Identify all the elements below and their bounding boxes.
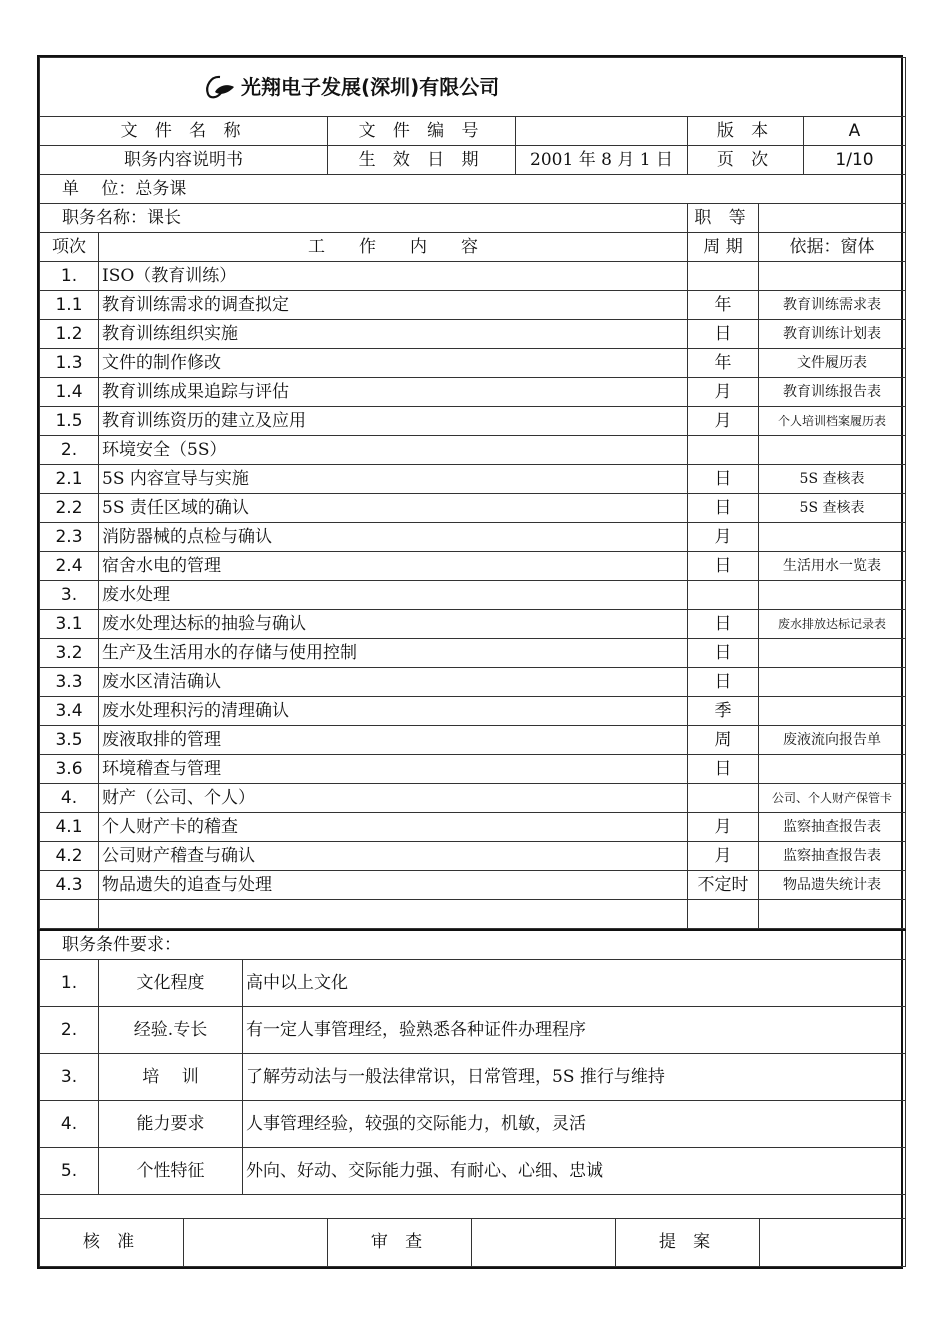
duty-row (40, 755, 906, 784)
version-value: A (804, 117, 906, 146)
duty-item-no: 2.1 (40, 465, 99, 494)
duty-item-no: 4.1 (40, 813, 99, 842)
duty-row (40, 523, 906, 552)
file-name-label: 文 件 名 称 (40, 117, 328, 146)
requirement-name: 培 训 (99, 1054, 243, 1101)
col-cycle: 周 期 (688, 233, 759, 262)
duty-cycle: 日 (688, 668, 759, 697)
duty-content: 5S 责任区域的确认 (99, 494, 688, 523)
duty-cycle: 日 (688, 755, 759, 784)
duty-basis: 教育训练报告表 (759, 378, 906, 407)
duty-rows (40, 262, 906, 929)
duty-content: 财产（公司、个人） (99, 784, 688, 813)
duty-item-no: 3.5 (40, 726, 99, 755)
duty-content: 消防器械的点检与确认 (99, 523, 688, 552)
requirement-no: 1. (40, 960, 99, 1007)
duty-item-no: 3. (40, 581, 99, 610)
company-header (40, 58, 906, 117)
duty-basis: 监察抽查报告表 (759, 842, 906, 871)
duty-item-no: 2.3 (40, 523, 99, 552)
effective-date-label: 生 效 日 期 (328, 146, 516, 175)
duty-content: 宿舍水电的管理 (99, 552, 688, 581)
requirements-rows (40, 960, 906, 1195)
duty-content: 5S 内容宣导与实施 (99, 465, 688, 494)
duty-content: 废水处理 (99, 581, 688, 610)
duty-basis (759, 697, 906, 726)
duty-cycle: 日 (688, 552, 759, 581)
duty-item-no: 4. (40, 784, 99, 813)
duty-cycle: 日 (688, 320, 759, 349)
duty-basis: 物品遗失统计表 (759, 871, 906, 900)
duty-row (40, 581, 906, 610)
duty-basis: 生活用水一览表 (759, 552, 906, 581)
duty-row (40, 784, 906, 813)
duty-basis (759, 668, 906, 697)
duty-row (40, 349, 906, 378)
duty-basis (759, 436, 906, 465)
duty-cycle (688, 436, 759, 465)
duty-content: 教育训练组织实施 (99, 320, 688, 349)
review-label: 审 查 (328, 1219, 472, 1266)
duty-basis: 5S 查核表 (759, 465, 906, 494)
col-content: 工 作 内 容 (99, 233, 688, 262)
duty-cycle: 年 (688, 349, 759, 378)
requirement-no: 2. (40, 1007, 99, 1054)
duty-cycle: 月 (688, 813, 759, 842)
requirement-name: 文化程度 (99, 960, 243, 1007)
duty-cycle: 月 (688, 523, 759, 552)
duty-content: 废水处理达标的抽验与确认 (99, 610, 688, 639)
duty-item-no: 3.4 (40, 697, 99, 726)
duty-cycle: 周 (688, 726, 759, 755)
requirements-label: 职务条件要求： (40, 930, 906, 960)
duty-content (99, 900, 688, 929)
duty-row (40, 668, 906, 697)
duty-basis: 个人培训档案履历表 (759, 407, 906, 436)
duty-basis (759, 581, 906, 610)
duty-cycle (688, 900, 759, 929)
approve-label: 核 准 (40, 1219, 184, 1266)
duty-row (40, 320, 906, 349)
approve-signature-field[interactable] (184, 1219, 328, 1266)
requirement-value: 人事管理经验，较强的交际能力，机敏，灵活 (243, 1101, 906, 1148)
duty-cycle: 月 (688, 378, 759, 407)
duty-basis: 文件履历表 (759, 349, 906, 378)
propose-label: 提 案 (616, 1219, 760, 1266)
duty-content: ISO（教育训练） (99, 262, 688, 291)
duty-row (40, 552, 906, 581)
file-no-value (516, 117, 688, 146)
signoff-table (39, 1219, 906, 1267)
duty-row (40, 465, 906, 494)
duty-item-no: 1.4 (40, 378, 99, 407)
requirement-no: 4. (40, 1101, 99, 1148)
effective-date-value: 2001 年 8 月 1 日 (516, 146, 688, 175)
duty-row (40, 262, 906, 291)
duty-item-no: 3.2 (40, 639, 99, 668)
duty-basis: 5S 查核表 (759, 494, 906, 523)
col-item: 项次 (40, 233, 99, 262)
duty-cycle: 日 (688, 610, 759, 639)
requirement-no: 5. (40, 1148, 99, 1195)
requirement-name: 经验.专长 (99, 1007, 243, 1054)
duty-row (40, 378, 906, 407)
requirement-name: 能力要求 (99, 1101, 243, 1148)
job-description-document (37, 55, 903, 1269)
requirement-name: 个性特征 (99, 1148, 243, 1195)
requirement-value: 外向、好动、交际能力强、有耐心、心细、忠诚 (243, 1148, 906, 1195)
duty-content: 废水区清洁确认 (99, 668, 688, 697)
spacer-row (40, 1195, 906, 1219)
duty-content: 环境稽查与管理 (99, 755, 688, 784)
duty-basis (759, 523, 906, 552)
grade-label: 职 等 (688, 204, 759, 233)
duty-row (40, 697, 906, 726)
duty-item-no (40, 900, 99, 929)
file-name-value: 职务内容说明书 (40, 146, 328, 175)
duty-content: 废水处理积污的清理确认 (99, 697, 688, 726)
requirement-value: 高中以上文化 (243, 960, 906, 1007)
duty-cycle (688, 784, 759, 813)
duty-basis: 公司、个人财产保管卡 (759, 784, 906, 813)
duty-item-no: 3.6 (40, 755, 99, 784)
duty-content: 物品遗失的追查与处理 (99, 871, 688, 900)
duty-content: 教育训练需求的调查拟定 (99, 291, 688, 320)
grade-value (759, 204, 906, 233)
version-label: 版 本 (688, 117, 804, 146)
duty-basis: 教育训练需求表 (759, 291, 906, 320)
requirement-no: 3. (40, 1054, 99, 1101)
requirement-value: 了解劳动法与一般法律常识，日常管理，5S 推行与维持 (243, 1054, 906, 1101)
duty-item-no: 1.3 (40, 349, 99, 378)
requirement-row (40, 1007, 906, 1054)
duty-basis: 废水排放达标记录表 (759, 610, 906, 639)
company-name: 光翔电子发展(深圳)有限公司 (241, 75, 500, 99)
propose-signature-field[interactable] (760, 1219, 906, 1266)
duty-row (40, 842, 906, 871)
company-logo-icon (203, 74, 237, 100)
header-table (39, 57, 906, 175)
duty-item-no: 2.2 (40, 494, 99, 523)
unit-label: 单 位：总务课 (40, 175, 906, 204)
requirement-value: 有一定人事管理经，验熟悉各种证件办理程序 (243, 1007, 906, 1054)
duty-basis (759, 262, 906, 291)
duty-row (40, 813, 906, 842)
duty-basis: 教育训练计划表 (759, 320, 906, 349)
duty-row (40, 900, 906, 929)
duty-basis (759, 639, 906, 668)
duty-content: 个人财产卡的稽查 (99, 813, 688, 842)
duty-item-no: 3.3 (40, 668, 99, 697)
duty-item-no: 1.5 (40, 407, 99, 436)
duty-cycle: 日 (688, 639, 759, 668)
duty-content: 废液取排的管理 (99, 726, 688, 755)
duty-content: 环境安全（5S） (99, 436, 688, 465)
duty-item-no: 2.4 (40, 552, 99, 581)
position-label: 职务名称：课长 (40, 204, 688, 233)
requirement-row (40, 1148, 906, 1195)
duty-cycle: 不定时 (688, 871, 759, 900)
duty-basis: 监察抽查报告表 (759, 813, 906, 842)
file-no-label: 文 件 编 号 (328, 117, 516, 146)
duty-cycle: 年 (688, 291, 759, 320)
duty-item-no: 3.1 (40, 610, 99, 639)
duty-content: 文件的制作修改 (99, 349, 688, 378)
duty-cycle: 日 (688, 465, 759, 494)
duty-item-no: 1. (40, 262, 99, 291)
duty-row (40, 610, 906, 639)
duty-row (40, 494, 906, 523)
requirement-row (40, 1101, 906, 1148)
duty-cycle: 日 (688, 494, 759, 523)
requirement-row (40, 1054, 906, 1101)
page-value: 1/10 (804, 146, 906, 175)
duty-basis: 废液流向报告单 (759, 726, 906, 755)
duties-table (39, 175, 906, 929)
duty-basis (759, 755, 906, 784)
duty-item-no: 2. (40, 436, 99, 465)
duty-row (40, 436, 906, 465)
duty-row (40, 407, 906, 436)
duty-cycle (688, 262, 759, 291)
duty-item-no: 1.1 (40, 291, 99, 320)
duty-row (40, 639, 906, 668)
duty-content: 教育训练资历的建立及应用 (99, 407, 688, 436)
duty-row (40, 871, 906, 900)
duty-content: 教育训练成果追踪与评估 (99, 378, 688, 407)
col-basis: 依据：窗体 (759, 233, 906, 262)
duty-item-no: 4.2 (40, 842, 99, 871)
duty-basis (759, 900, 906, 929)
page-label: 页 次 (688, 146, 804, 175)
duty-cycle (688, 581, 759, 610)
requirement-row (40, 960, 906, 1007)
duty-row (40, 726, 906, 755)
duty-item-no: 4.3 (40, 871, 99, 900)
duty-cycle: 月 (688, 407, 759, 436)
duty-cycle: 月 (688, 842, 759, 871)
duty-item-no: 1.2 (40, 320, 99, 349)
duty-row (40, 291, 906, 320)
duty-cycle: 季 (688, 697, 759, 726)
review-signature-field[interactable] (472, 1219, 616, 1266)
requirements-table (39, 929, 906, 1219)
duty-content: 生产及生活用水的存储与使用控制 (99, 639, 688, 668)
duty-content: 公司财产稽查与确认 (99, 842, 688, 871)
